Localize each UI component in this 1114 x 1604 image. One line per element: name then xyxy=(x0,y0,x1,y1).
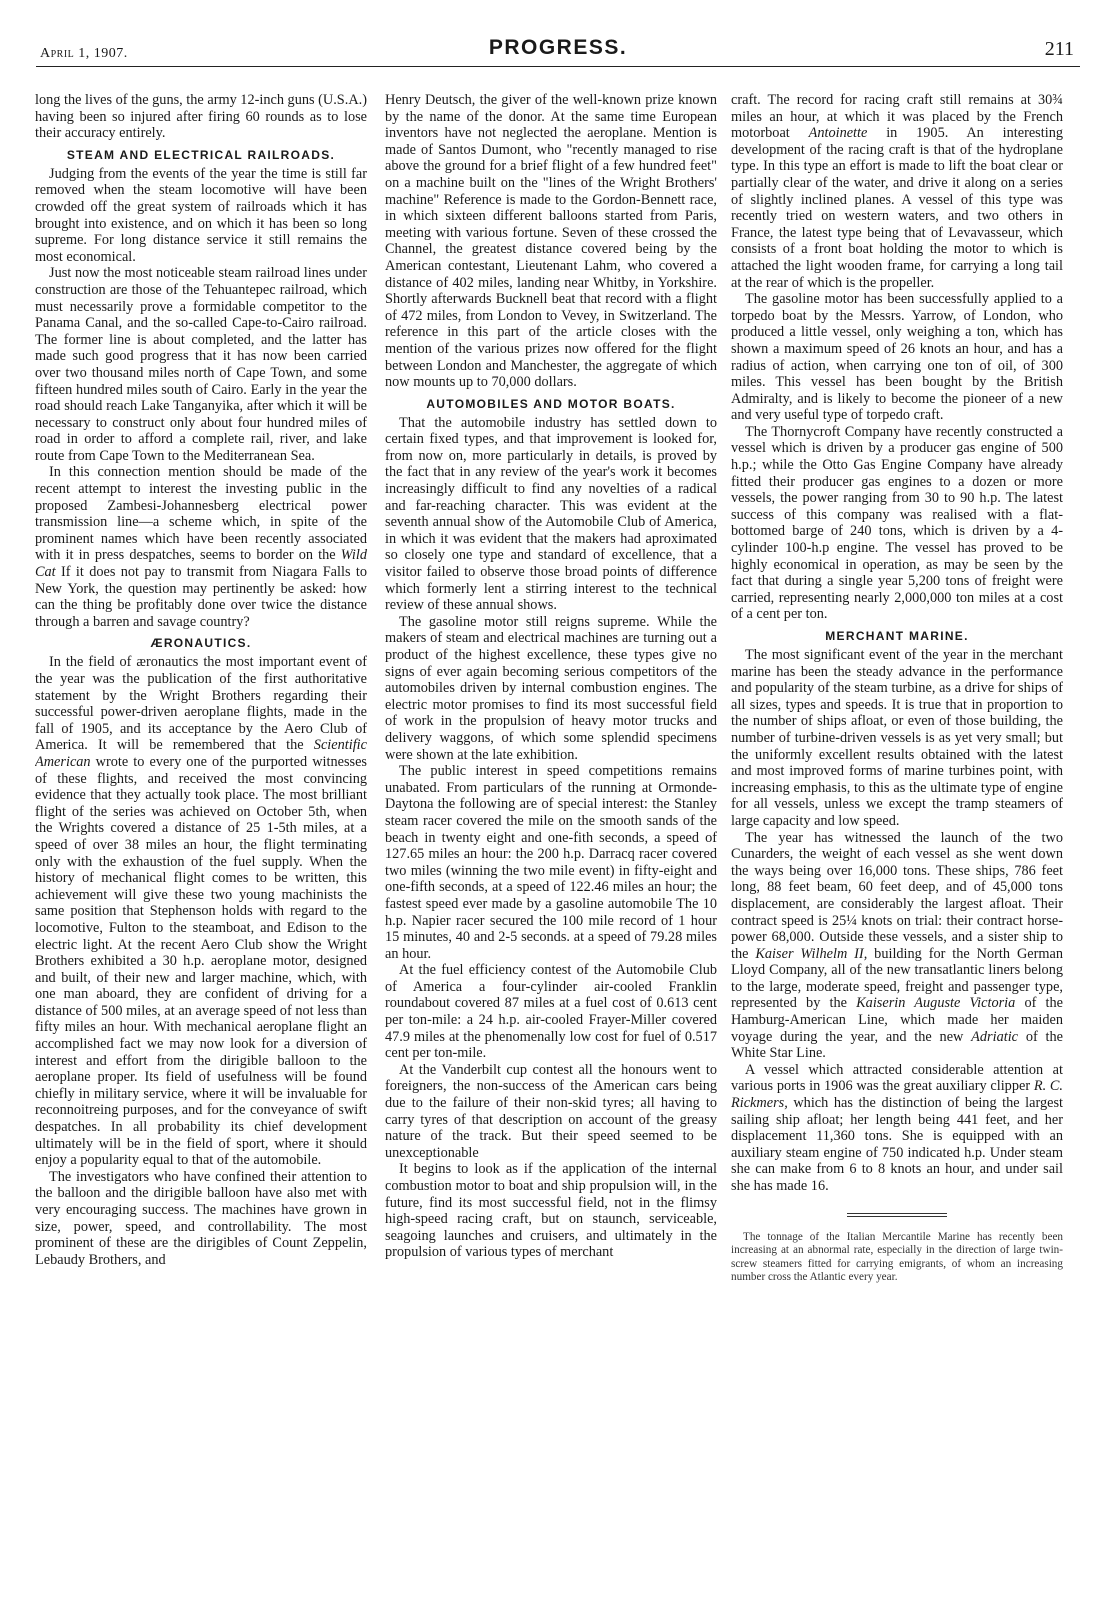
paragraph-continued: craft. The record for racing craft still remains at 30¾ miles an hour, at which it was placed by the French motorboat Antoinette in 1905. An interesting development of the racing craft is that of the hydroplane type. In this type an effort is made to lift the boat clear or partially clear of the water, and drive it along on a series of slightly inclined planes. A vessel of this type was recently tried on western waters, and two others in France, the latest type being that of Levavasseur, which consists of a front boat holding the motor to which is attached the light wooden frame, for carrying a long tail at the rear of which is the propeller. xyxy=(731,92,1063,291)
running-header xyxy=(36,34,1080,67)
paragraph: The gasoline motor has been successfully applied to a torpedo boat by the Messrs. Yarrow, of London, who produced a little vessel, only weighing a ton, which has shown a maximum speed of 26 knots an hour, and has a radius of action, when carrying one ton of oil, of 300 miles. This vessel has been bought by the British Admiralty, and is likely to become the pioneer of a new and very useful type of torpedo craft. xyxy=(731,291,1063,424)
paragraph-continued: Henry Deutsch, the giver of the well-known prize known by the name of the donor. At the same time European inventors have not neglected the aeroplane. Mention is made of Santos Dumont, who "recently managed to rise above the ground for a brief flight of a few hundred feet" on a machine built on the "lines of the Wright Brothers' machine" Reference is made to the Gordon-Bennett race, in which sixteen different balloons started from Paris, meeting with various fortune. Seven of these crossed the Channel, the greatest distance covered being by the American contestant, Lieutenant Lahm, who covered a distance of 402 miles, landing near Whitby, in Yorkshire. Shortly afterwards Bucknell beat that record with a flight of 472 miles, from London to Vevey, in Switzerland. The reference in this part of the article closes with the mention of the various prizes now offered for the flight between London and Manchester, the aggregate of which now mounts up to 70,000 dollars. xyxy=(385,92,717,391)
publication-title: PROGRESS. xyxy=(488,36,628,59)
italic-term: Adriatic xyxy=(971,1028,1019,1045)
italic-term: Wild Cat xyxy=(35,547,367,581)
paragraph-continued: long the lives of the guns, the army 12-inch guns (U.S.A.) having been so injured after firing 60 rounds as to lose their accuracy entirely. xyxy=(35,92,367,142)
italic-term: Kaiserin Auguste Victoria xyxy=(856,995,1016,1012)
section-heading-railroads: STEAM AND ELECTRICAL RAILROADS. xyxy=(66,147,336,162)
paragraph: It begins to look as if the application of the internal combustion motor to boat and ship propulsion will, in the future, find its most successful field, not in the flimsy high-speed racing craft, but on staunch, serviceable, seagoing launches and cruisers, and ultimately in the propulsion of various types of merchant xyxy=(385,1161,717,1261)
paragraph: The public interest in speed competitions remains unabated. From particulars of the running at Ormonde-Daytona the following are of special interest: the Stanley steam racer covered the mile on the smooth sands of the beach in twenty eight and one-fith seconds, a speed of 127.65 miles an hour: the 200 h.p. Darracq racer covered two miles (winning the two mile event) in fifty-eight and one-fifth seconds, at a speed of 122.46 miles an hour; the fastest speed ever made by a gasoline automobile The 10 h.p. Napier racer secured the 100 mile record of 1 hour 15 minutes, 40 and 2-5 seconds. at a speed of 79.28 miles an hour. xyxy=(385,763,717,962)
italic-term: Antoinette xyxy=(808,125,868,142)
column-2 xyxy=(385,92,717,1592)
paragraph: Just now the most noticeable steam railroad lines under construction are those of the Tehuantepec railroad, which must necessarily prove a formidable competitor to the Panama Canal, and the so-called Cape-to-Cairo railroad. The former line is about completed, and the latter has made such good progress that it has now been carried over two thousand miles north of Cape Town, and some fifteen hundred miles south of Cairo. Early in the year the road should reach Lake Tanganyika, after which it will be necessary to construct only about four hundred miles of road in order to afford a complete rail, river, and lake route from Cape Town to the Mediterranean Sea. xyxy=(35,265,367,464)
paragraph: At the fuel efficiency contest of the Automobile Club of America a four-cylinder air-cooled Franklin roundabout covered 87 miles at a fuel cost of 0.613 cent per ton-mile: a 24 h.p. air-cooled Frayer-Miller covered 47.9 miles at the phenomenally low cost for fuel of 0.517 cent per ton-mile. xyxy=(385,962,717,1062)
page-number: 211 xyxy=(1044,38,1074,60)
italic-term: Scientific American xyxy=(35,737,367,770)
italic-term: Kaiser Wilhelm II, xyxy=(755,945,868,962)
paragraph: The gasoline motor still reigns supreme. While the makers of steam and electrical machines are turning out a product of the highest excellence, these types give no signs of ever again becoming serious competitors of the automobiles driven by internal combustion engines. The electric motor promises to find its most successful field of work in the propulsion of heavy motor trucks and delivery waggons, of which some splendid specimens were shown at the late exhibition. xyxy=(385,613,717,763)
section-heading-aeronautics: ÆRONAUTICS. xyxy=(150,636,252,651)
paragraph: The most significant event of the year in the merchant marine has been the steady advance in the performance and popularity of the steam turbine, as a drive for ships of all sizes, types and speeds. It is true that in proportion to the number of ships afloat, or even of those building, the number of turbine-driven vessels is as yet very small; but the uniformly excellent results obtained with the latest and most improved forms of marine turbines point, with increasing emphasis, to this as the ultimate type of engine for all vessels, unless we except the tramp steamers of large capacity and low speed. xyxy=(731,647,1063,829)
paragraph: That the automobile industry has settled down to certain fixed types, and that improvement is looked for, from now on, more particularly in details, is proved by the fact that in any review of the year's work it becomes increasingly difficult to find any novelties of a radical and far-reaching character. This was evident at the seventh annual show of the Automobile Club of America, in which it was evident that the makers had aproximated so closely one type and standard of excellence, that a visitor failed to observe those broad points of difference which formerly lent a stirring interest to the technical review of these annual shows. xyxy=(385,414,717,614)
footnote: The tonnage of the Italian Mercantile Marine has recently been increasing at an abnormal rate, especially in the direction of large twin-screw steamers fitted for carrying emigrants, of whom an increasing number cross the Atlantic every year. xyxy=(731,1230,1063,1284)
paragraph: The investigators who have confined their attention to the balloon and the dirigible balloon have also met with very encouraging success. The machines have grown in size, power, speed, and controllability. The most prominent of these are the dirigibles of Count Zeppelin, Lebaudy Brothers, and xyxy=(35,1168,367,1268)
paragraph: The Thornycroft Company have recently constructed a vessel which is driven by a producer gas engine of 500 h.p.; while the Otto Gas Engine Company have already fitted their producer gas engines to a dozen or more vessels, the power ranging from 30 to 90 h.p. The latest success of this company was realised with a flat-bottomed barge of 240 tons, which is driven by a 4-cylinder 100-h.p engine. The vessel has proved to be highly economical in operation, as may be seen by the fact that during a single year 5,200 tons of freight were carried, representing nearly 2,000,000 ton miles at a cost of a cent per ton. xyxy=(731,423,1063,623)
paragraph: A vessel which attracted considerable attention at various ports in 1906 was the great auxiliary clipper R. C. Rickmers, which has the distinction of being the largest sailing ship afloat; her length being 441 feet, and her displacement 11,360 tons. She is equipped with an auxiliary steam engine of 750 indicated h.p. Under steam she can make from 6 to 8 knots an hour, and under sail she has made 16. xyxy=(731,1061,1063,1194)
paragraph: In the field of æronautics the most important event of the year was the publication of the first authoritative statement by the Wright Brothers regarding their successful power-driven aeroplane flights, made in the fall of 1905, and its acceptance by the Aero Club of America. It will be remembered that the Scientific American wrote to every one of the purported witnesses of these flights, and received the most convincing evidence that they actually took place. The most brilliant flight of the series was achieved on October 5th, when the Wrights covered a distance of 25 1-5th miles, at a speed of over 38 miles an hour, the flight terminating only with the exhaustion of the fuel supply. When the history of mechanical flight comes to be written, this achievement will give these two young machinists the same position that Stephenson holds with regard to the locomotive, Fulton to the steamboat, and Edison to the electric light. At the recent Aero Club show the Wright Brothers exhibited a 30 h.p. aeroplane motor, designed and built, of their new and larger machine, which, with one man aboard, they are confident of driving for a distance of 500 miles, at an average speed of not less than fifty miles an hour. With mechanical aeroplane flight an accomplished fact we may now look for a diversion of interest and effort from the dirigible balloon to the aeroplane proper. Its field of usefulness will be found chiefly in military service, where it will be invaluable for reconnoitreing purposes, and for the conveyance of swift despatches. In all probability its chief development ultimately will be in the field of sport, where it should enjoy a popularity equal to that of the automobile. xyxy=(35,654,367,1169)
paragraph: In this connection mention should be made of the recent attempt to interest the investing public in the proposed Zambesi-Johannesberg electrical power transmission line—a scheme which, in spite of the prominent names which have been recently associated with it in press despatches, seems to border on the Wild Cat If it does not pay to transmit from Niagara Falls to New York, the question may pertinently be asked: how can the thing be profitably done over twice the distance through a barren and savage country? xyxy=(35,464,367,630)
italic-term: R. C. Rickmers, xyxy=(731,1078,1063,1112)
column-3 xyxy=(731,92,1063,1592)
section-heading-merchant-marine: MERCHANT MARINE. xyxy=(825,629,969,643)
issue-date: April 1, 1907. xyxy=(40,46,128,61)
section-heading-automobiles: AUTOMOBILES AND MOTOR BOATS. xyxy=(426,396,676,411)
paragraph: At the Vanderbilt cup contest all the honours went to foreigners, the non-success of the American cars being due to the failure of their non-skid tyres; all having to carry tyres of that description on account of the greasy nature of the track. But their speed seemed to be unexceptionable xyxy=(385,1061,717,1161)
column-1 xyxy=(35,92,367,1592)
section-divider xyxy=(847,1213,947,1217)
paragraph: Judging from the events of the year the time is still far removed when the steam locomotive will have been crowded off the great system of railroads which it has brought into existence, and on which it has been so long supreme. For long distance service it still remains the most economical. xyxy=(35,165,367,265)
paragraph: The year has witnessed the launch of the two Cunarders, the weight of each vessel as she went down the ways being over 16,000 tons. These ships, 786 feet long, 88 feet beam, 60 feet deep, and of 45,000 tons displacement, are considerably the largest afloat. Their contract speed is 25¼ knots on trial: their contract horse-power 68,000. Outside these vessels, and a sister ship to the Kaiser Wilhelm II, building for the North German Lloyd Company, all of the new transatlantic liners belong to the large, moderate speed, freight and passenger type, represented by the Kaiserin Auguste Victoria of the Hamburg-American Line, which made her maiden voyage during the year, and the new Adriatic of the White Star Line. xyxy=(731,829,1063,1062)
